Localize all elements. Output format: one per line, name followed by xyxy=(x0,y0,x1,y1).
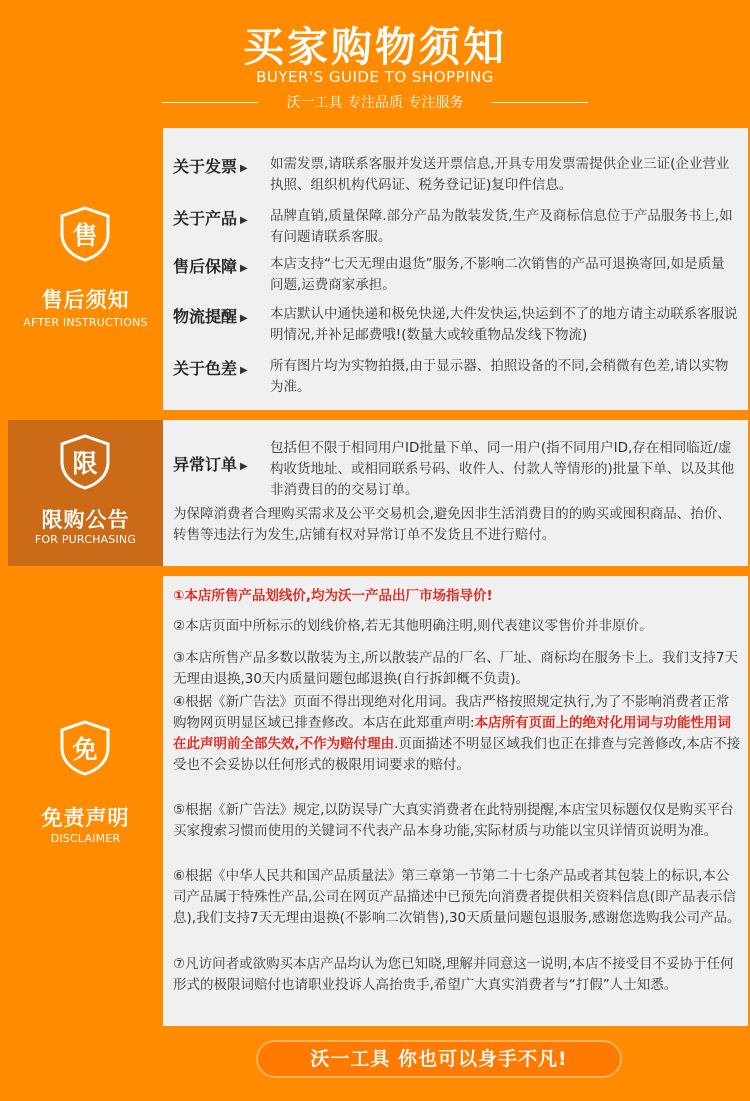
badge-char: 售 xyxy=(72,221,98,250)
row-label: 关于发票 ▶ xyxy=(173,157,248,176)
section-name-en: DISCLAIMER xyxy=(50,832,121,845)
after-sales-content xyxy=(163,128,748,410)
row-label: 售后保障 ▶ xyxy=(173,257,248,276)
disclaimer-item-4-highlight: 本店所有页面上的绝对化用词与功能性用词在此声明前全部失效,不作为赔付理由 xyxy=(173,715,732,752)
row-label: 物流提醒 ▶ xyxy=(173,307,248,326)
badge-char: 限 xyxy=(72,449,98,478)
disclaimer-item-7: ⑦凡访问者或欲购买本店产品均认为您已知晓,理解并同意这一说明,本店不接受目不妥协于任何形式的极限词赔付也请职业投诉人高抬贵手,希望广大真实消费者与“打假”人士知悉。 xyxy=(173,956,734,993)
shield-badge-icon xyxy=(59,434,111,490)
shield-badge-icon xyxy=(59,206,111,262)
section-name-en: AFTER INSTRUCTIONS xyxy=(23,316,148,329)
row-label: 关于色差 ▶ xyxy=(173,359,248,378)
disclaimer-content xyxy=(163,576,748,1026)
disclaimer-item-1: ①本店所售产品划线价,均为沃一产品出厂市场指导价! xyxy=(173,588,493,604)
section-name: 免责声明 xyxy=(41,806,130,830)
row-label: 关于产品 ▶ xyxy=(173,209,248,228)
page-title: 买家购物须知 xyxy=(243,23,507,71)
row-text: 包括但不限于相同用户ID批量下单、同一用户(指不同用户ID,存在相同临近/虚构收货地址、或相同联系号码、收件人、付款人等情形的)批量下单、以及其他非消费目的的交易订单。 xyxy=(270,440,735,498)
section-name-en: FOR PURCHASING xyxy=(34,533,137,546)
limit-note: 为保障消费者合理购买需求及公平交易机会,避免因非生活消费目的的购买或囤积商品、抬价、转售等违法行为发生,店铺有权对异常订单不发货且不进行赔付。 xyxy=(173,506,731,543)
disclaimer-section xyxy=(8,576,748,1026)
row-text: 所有图片均为实物拍摄,由于显示器、拍照设备的不同,会稍微有色差,请以实物为准。 xyxy=(270,358,729,395)
purchase-limit-content xyxy=(163,420,748,566)
badge-char: 免 xyxy=(72,735,98,764)
disclaimer-item-2: ②本店页面中所标示的划线价格,若无其他明确注明,则代表建议零售价并非原价。 xyxy=(173,618,653,634)
section-name: 限购公告 xyxy=(41,508,130,532)
after-sales-section xyxy=(8,128,748,410)
purchase-limit-sidebar xyxy=(8,420,163,566)
disclaimer-item-6: ⑥根据《中华人民共和国产品质量法》第三章第一节第二十七条产品或者其包装上的标识,本公司产品属于特殊性产品,公司在网页产品描述中已预先向消费者提供相关资料信息(即产品表示信息),我们支持7天无理由退换(不影响二次销售),30天质量问题包退服务,感谢您选购我公司产品。 xyxy=(173,868,741,926)
row-text: 如需发票,请联系客服并发送开票信息,开具专用发票需提供企业三证(企业营业执照、组织机构代码证、税务登记证)复印件信息。 xyxy=(270,156,730,193)
disclaimer-item-4: ④根据《新广告法》页面不得出现绝对化用词。我店严格按照规定执行,为了不影响消费者正常购物网页明显区域已排查修改。本店在此郑重声明:本店所有页面上的绝对化用词与功能性用词在此声明前全部失效,不作为赔付理由.页面描述不明显区域我们也正在排查与完善修改,本店不接受也不会妥协以任何形式的极限用词要求的赔付。 xyxy=(173,694,741,773)
brand-slogan: 沃一工具 专注品质 专注服务 xyxy=(286,95,464,111)
row-text: 本店支持“七天无理由退货”服务,不影响二次销售的产品可退换寄回,如是质量问题,运费商家承担。 xyxy=(270,256,725,293)
disclaimer-sidebar xyxy=(8,576,163,1026)
page-header xyxy=(0,0,750,118)
after-sales-sidebar xyxy=(8,128,163,410)
disclaimer-item-5: ⑤根据《新广告法》规定,以防误导广大真实消费者在此特别提醒,本店宝贝标题仅仅是购买平台买家搜索习惯而使用的关键词不代表产品本身功能,实际材质与功能以宝贝详情页说明为准。 xyxy=(173,802,734,839)
row-text: 本店默认中通快递和极免快递,大件发快运,快运到不了的地方请主动联系客服说明情况,并补足邮费哦!(数量大或较重物品发线下物流) xyxy=(270,306,738,343)
section-name: 售后须知 xyxy=(41,288,130,312)
divider-right xyxy=(492,102,588,103)
page-subtitle: BUYER'S GUIDE TO SHOPPING xyxy=(256,68,494,86)
row-label: 异常订单 ▶ xyxy=(173,455,248,474)
row-text: 品牌直销,质量保障.部分产品为散装发货,生产及商标信息位于产品服务书上,如有问题请联系客服。 xyxy=(270,208,733,245)
purchase-limit-section xyxy=(8,420,748,566)
disclaimer-item-3: ③本店所售产品多数以散装为主,所以散装产品的厂名、厂址、商标均在服务卡上。我们支持7天无理由退换,30天内质量问题包邮退换(自行拆卸概不负责)。 xyxy=(173,650,738,687)
brand-slogan-button[interactable]: 沃一工具 你也可以身手不凡! xyxy=(256,1040,622,1078)
shield-badge-icon xyxy=(59,720,111,776)
